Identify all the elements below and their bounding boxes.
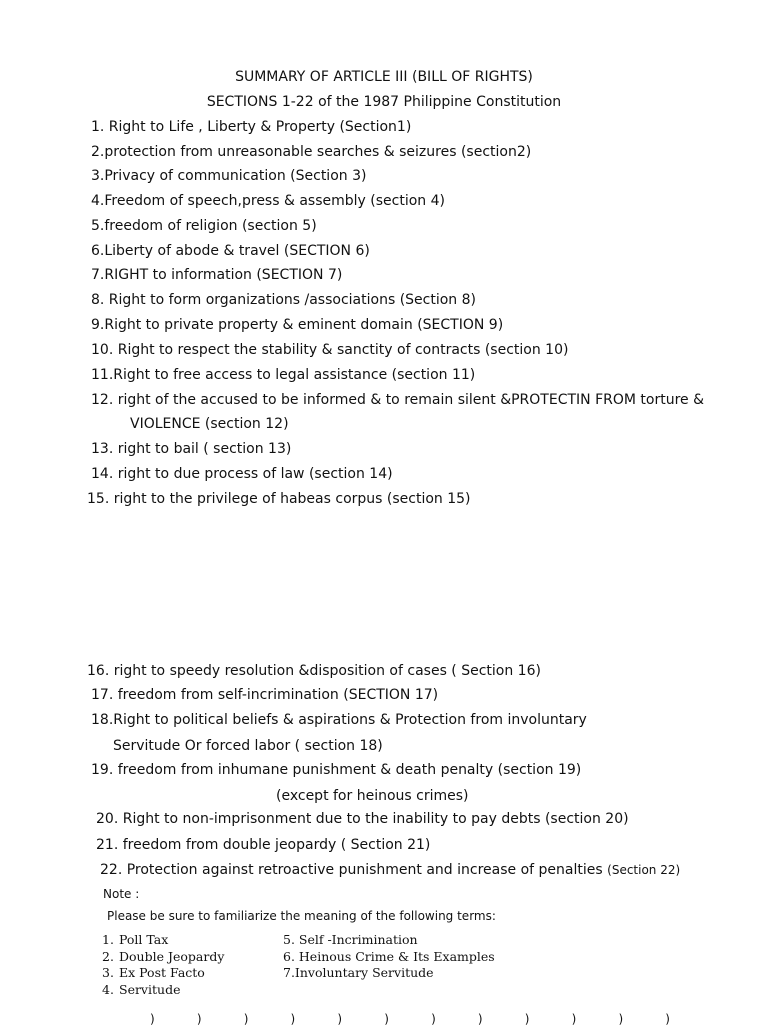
list-item: 15. right to the privilege of habeas corpus (section 15) <box>87 491 471 507</box>
list-item: 4.Freedom of speech,press & assembly (section 4) <box>91 193 445 209</box>
list-item: 16. right to speedy resolution &disposition of cases ( Section 16) <box>87 663 541 679</box>
list-item: 8. Right to form organizations /associations (Section 8) <box>91 292 476 308</box>
term-number: 2. <box>102 949 114 964</box>
list-item: 5.freedom of religion (section 5) <box>91 218 317 234</box>
list-item: 18.Right to political beliefs & aspirations & Protection from involuntary <box>91 712 587 728</box>
list-item <box>100 861 680 879</box>
term-item: Poll Tax <box>119 932 169 947</box>
list-item: 10. Right to respect the stability & sanctity of contracts (section 10) <box>91 342 569 358</box>
list-item: 17. freedom from self-incrimination (SECTION 17) <box>91 687 439 703</box>
document-subtitle: SECTIONS 1-22 of the 1987 Philippine Constitution <box>206 94 562 110</box>
list-item-text: 22. Protection against retroactive punishment and increase of penalties <box>100 862 603 878</box>
list-item: 14. right to due process of law (section 14) <box>91 466 393 482</box>
note-label: Note : <box>103 887 140 901</box>
term-item: 5. Self -Incrimination <box>283 932 418 947</box>
list-item: 11.Right to free access to legal assistance (section 11) <box>91 367 476 383</box>
list-item-continuation: Servitude Or forced labor ( section 18) <box>113 738 383 754</box>
term-item: Servitude <box>119 982 181 997</box>
list-item: 12. right of the accused to be informed & to remain silent &PROTECTIN FROM torture & <box>91 392 705 408</box>
list-item: 6.Liberty of abode & travel (SECTION 6) <box>91 243 370 259</box>
list-item: 2.protection from unreasonable searches & seizures (section2) <box>91 144 532 160</box>
term-item: 6. Heinous Crime & Its Examples <box>283 949 495 964</box>
list-item: 20. Right to non-imprisonment due to the inability to pay debts (section 20) <box>96 811 629 827</box>
term-number: 4. <box>102 982 114 997</box>
note-text: Please be sure to familiarize the meaning of the following terms: <box>107 909 496 923</box>
cropped-next-line-fragment: ) ) ) ) ) ) ) ) ) ) ) ) <box>150 1012 670 1026</box>
term-item: 7.Involuntary Servitude <box>283 965 434 980</box>
term-number: 3. <box>102 965 114 980</box>
term-item: Ex Post Facto <box>119 965 205 980</box>
list-item: 3.Privacy of communication (Section 3) <box>91 168 367 184</box>
list-item: 7.RIGHT to information (SECTION 7) <box>91 267 343 283</box>
list-item-continuation: VIOLENCE (section 12) <box>130 416 289 432</box>
list-item: 21. freedom from double jeopardy ( Section 21) <box>96 837 431 853</box>
list-item: 9.Right to private property & eminent domain (SECTION 9) <box>91 317 504 333</box>
term-item: Double Jeopardy <box>119 949 225 964</box>
list-item: 13. right to bail ( section 13) <box>91 441 292 457</box>
list-item: 19. freedom from inhumane punishment & death penalty (section 19) <box>91 762 582 778</box>
term-number: 1. <box>102 932 114 947</box>
list-item-continuation: (except for heinous crimes) <box>276 788 469 804</box>
section-ref: (Section 22) <box>607 863 681 877</box>
document-title: SUMMARY OF ARTICLE III (BILL OF RIGHTS) <box>235 69 533 85</box>
list-item: 1. Right to Life , Liberty & Property (Section1) <box>91 119 412 135</box>
